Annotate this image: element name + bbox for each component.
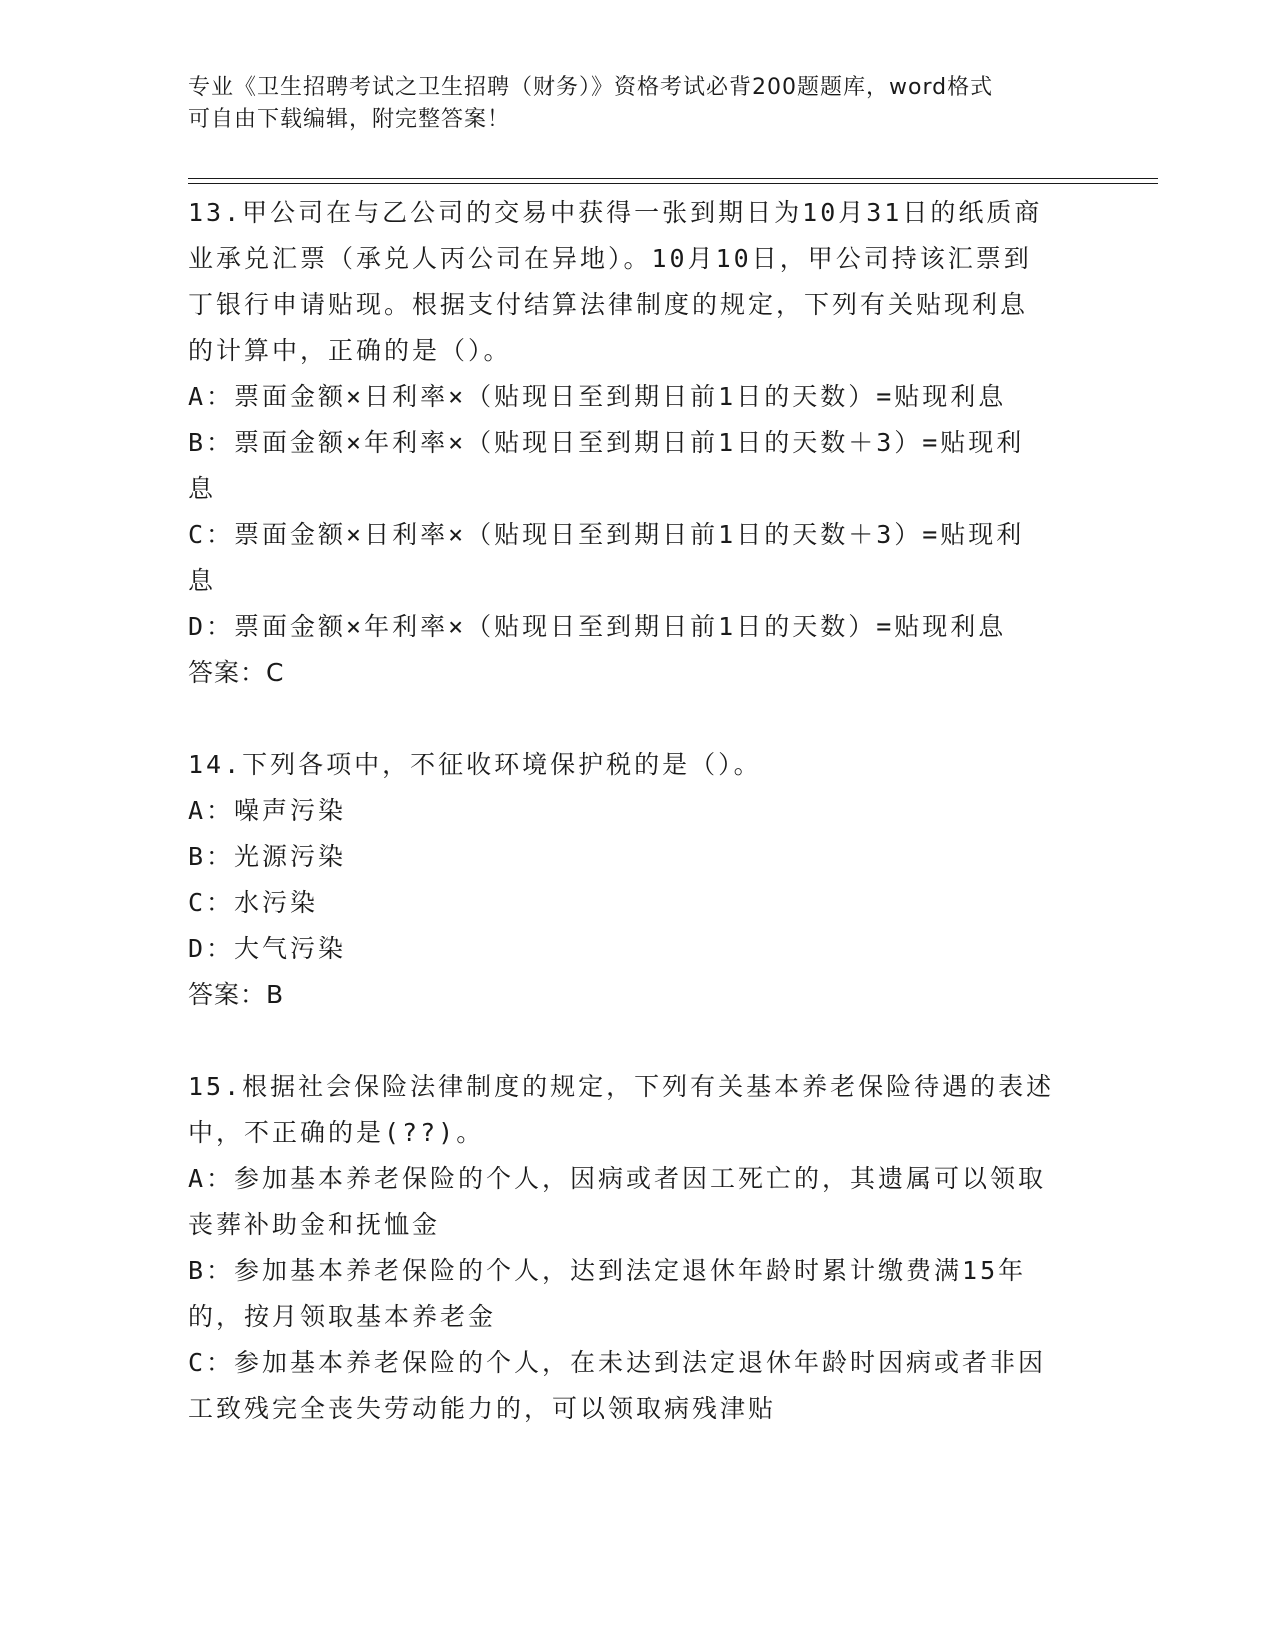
option-line: C：参加基本养老保险的个人，在未达到法定退休年龄时因病或者非因: [188, 1348, 1047, 1377]
stem-line: 15.根据社会保险法律制度的规定，下列有关基本养老保险待遇的表述: [188, 1072, 1055, 1101]
question-15: [188, 1064, 1088, 1432]
question-14: [188, 742, 1088, 1018]
option-line: B：票面金额×年利率×（贴现日至到期日前1日的天数＋3）=贴现利: [188, 428, 1025, 457]
option-d: [188, 604, 1088, 650]
option-d: [188, 926, 1088, 972]
option-line: A：噪声污染: [188, 796, 347, 825]
header-line: 专业《卫生招聘考试之卫生招聘（财务）》资格考试必背200题题库，word格式: [188, 75, 994, 100]
question-list: [188, 190, 1088, 1432]
option-line: C：票面金额×日利率×（贴现日至到期日前1日的天数＋3）=贴现利: [188, 520, 1025, 549]
option-b: [188, 420, 1088, 512]
stem-line: 的计算中，正确的是（）。: [188, 336, 512, 365]
header-divider-bottom: [188, 183, 1158, 184]
option-a: [188, 374, 1088, 420]
option-line: D：票面金额×年利率×（贴现日至到期日前1日的天数）=贴现利息: [188, 612, 1007, 641]
option-c: [188, 880, 1088, 926]
stem-line: 14.下列各项中，不征收环境保护税的是（）。: [188, 750, 762, 779]
option-c: [188, 512, 1088, 604]
option-c: [188, 1340, 1088, 1432]
option-line: C：水污染: [188, 888, 319, 917]
option-line: A：票面金额×日利率×（贴现日至到期日前1日的天数）=贴现利息: [188, 382, 1007, 411]
option-b: [188, 1248, 1088, 1340]
answer-line: 答案：C: [188, 658, 285, 687]
option-line: B：光源污染: [188, 842, 347, 871]
stem-line: 中，不正确的是(??)。: [188, 1118, 485, 1147]
option-line: D：大气污染: [188, 934, 347, 963]
stem-line: 业承兑汇票（承兑人丙公司在异地）。10月10日，甲公司持该汇票到: [188, 244, 1032, 273]
option-line: 丧葬补助金和抚恤金: [188, 1210, 441, 1239]
option-line: 息: [188, 566, 217, 595]
option-a: [188, 1156, 1088, 1248]
question-stem: [188, 190, 1088, 374]
option-line: 的，按月领取基本养老金: [188, 1302, 497, 1331]
question-13: [188, 190, 1088, 696]
stem-line: 13.甲公司在与乙公司的交易中获得一张到期日为10月31日的纸质商: [188, 198, 1043, 227]
stem-line: 丁银行申请贴现。根据支付结算法律制度的规定，下列有关贴现利息: [188, 290, 1029, 319]
option-a: [188, 788, 1088, 834]
option-line: A：参加基本养老保险的个人，因病或者因工死亡的，其遗属可以领取: [188, 1164, 1047, 1193]
question-stem: [188, 1064, 1088, 1156]
header-divider-top: [188, 178, 1158, 179]
option-line: 息: [188, 474, 217, 503]
question-stem: [188, 742, 1088, 788]
answer-line: 答案：B: [188, 980, 285, 1009]
document-header: [188, 72, 1068, 136]
header-line: 可自由下载编辑，附完整答案！: [188, 107, 511, 132]
option-line: B：参加基本养老保险的个人，达到法定退休年龄时累计缴费满15年: [188, 1256, 1027, 1285]
option-line: 工致残完全丧失劳动能力的，可以领取病残津贴: [188, 1394, 777, 1423]
option-b: [188, 834, 1088, 880]
